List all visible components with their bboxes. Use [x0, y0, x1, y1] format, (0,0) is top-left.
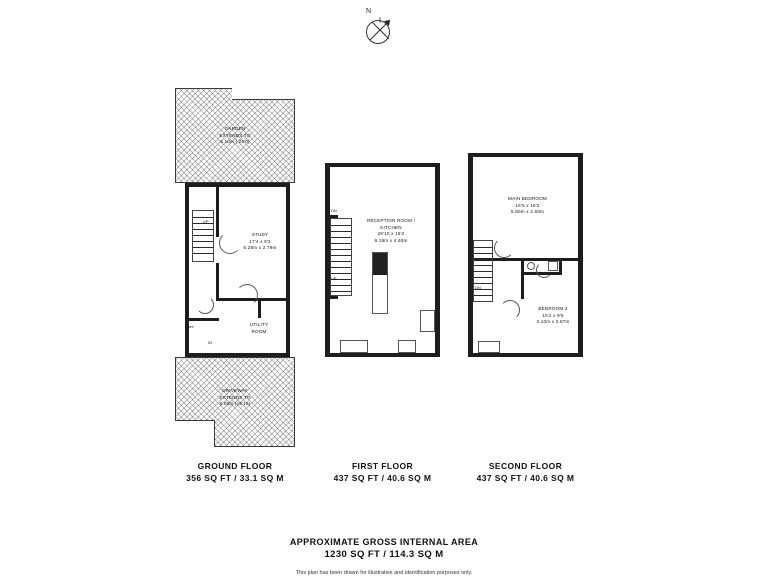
first-wall-bottom [325, 353, 440, 357]
utility-room-label: UTILITY ROOM [249, 322, 269, 334]
garden-notch [232, 88, 295, 100]
second-wall-bottom [468, 353, 583, 357]
bathroom-wc [548, 261, 558, 271]
second-partition-landing [521, 275, 524, 299]
second-wall-top [468, 153, 583, 157]
ground-wall-left [185, 183, 189, 357]
second-stairs-dn-note: DN [475, 285, 481, 290]
first-wall-right [435, 163, 440, 357]
driveway-label: DRIVEWAY EXTENDS TO 6.05m (19'10) [219, 388, 251, 406]
first-floor-caption: FIRST FLOOR 437 SQ FT / 40.6 SQ M [333, 461, 432, 483]
second-wall-right [578, 153, 583, 357]
footer-disclaimer: This plan has been drawn for illustrative and identification purposes only. [295, 570, 473, 576]
first-wall-top [325, 163, 440, 167]
kitchen-sink-unit [340, 340, 368, 353]
plan-footer [0, 537, 768, 576]
reception-kitchen-label: RECEPTION ROOM / KITCHEN 26'10 x 16'2 9.18m x 4.93m [366, 218, 416, 243]
ground-partition-utility-left [258, 300, 261, 318]
compass-rose [360, 8, 400, 48]
kitchen-tall-unit [420, 310, 435, 332]
second-partition-bath-right [559, 261, 562, 275]
ground-staircase [192, 210, 214, 262]
bedroom2-fitting [478, 341, 500, 353]
kitchen-island-top [373, 253, 387, 275]
ground-entrance-note: IN [208, 340, 212, 345]
second-door-main-bedroom [494, 238, 514, 258]
second-floor-caption: SECOND FLOOR 437 SQ FT / 40.6 SQ M [476, 461, 575, 483]
first-staircase [330, 218, 352, 296]
ground-wall-top [185, 183, 290, 187]
footer-title: APPROXIMATE GROSS INTERNAL AREA [289, 537, 479, 547]
ground-floor-caption: GROUND FLOOR 356 SQ FT / 33.1 SQ M [186, 461, 284, 483]
first-stairs-dn-note: DN [331, 208, 337, 213]
ground-partition-store [189, 318, 219, 321]
bedroom-2-label: BEDROOM 2 10'2 x 9'5 3.10m x 2.87m [536, 306, 570, 324]
first-wall-jog-bottom [330, 296, 338, 299]
compass-needle-icon [360, 8, 400, 48]
ground-door-store [196, 296, 214, 314]
study-label: STUDY 17'4 x 9'2 5.28m x 2.79m [243, 232, 277, 250]
main-bedroom-label: MAIN BEDROOM 16'5 x 16'2 5.00m x 4.93m [508, 196, 547, 214]
ground-partition-hall-right [216, 187, 219, 237]
ground-wall-bottom [185, 353, 290, 357]
second-staircase [473, 240, 493, 302]
ground-store-note: store [186, 325, 194, 329]
ground-partition-hall-lower [216, 263, 219, 301]
ground-door-utility [236, 284, 258, 306]
driveway-notch [175, 420, 215, 447]
garden-label: GARDEN EXTENDS TO 6.10m ( 20'0) [219, 126, 251, 144]
footer-total-area: 1230 SQ FT / 114.3 SQ M [324, 549, 444, 560]
kitchen-hob-unit [398, 340, 416, 353]
bathroom-basin [527, 262, 535, 270]
compass-north-label: N [366, 8, 372, 15]
ground-stairs-up-note: UP [203, 219, 209, 224]
second-door-bedroom2 [500, 300, 520, 320]
first-stairs-up-note: UP [331, 276, 337, 281]
